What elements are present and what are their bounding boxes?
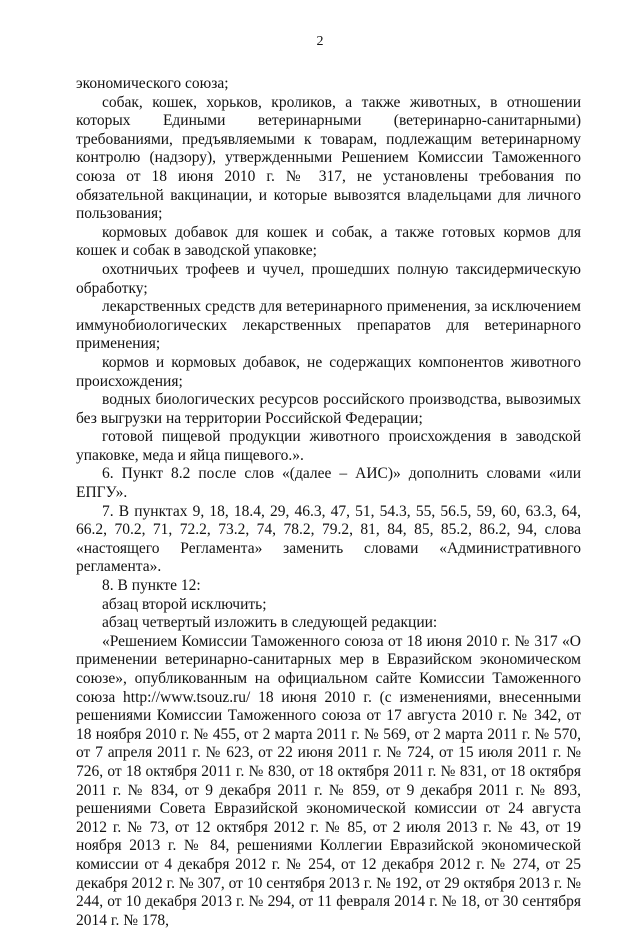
paragraph: 7. В пунктах 9, 18, 18.4, 29, 46.3, 47, 51, 54.3, 55, 56.5, 59, 60, 63.3, 64, 66.2, 70.2, 71, 72.2, 73.2, 74, 78.2, 79.2, 81, 84, 85, 85.2, 86.2, 94, слова «настоящего Регламента» заменить словами «Административного регламента». bbox=[76, 502, 581, 576]
paragraph: 8. В пункте 12: bbox=[102, 577, 201, 595]
paragraph: водных биологических ресурсов российского производства, вывозимых без выгрузки на территории Российской Федерации; bbox=[76, 391, 581, 427]
paragraph: готовой пищевой продукции животного происхождения в заводской упаковке, меда и яйца пищевого.». bbox=[76, 428, 581, 464]
paragraph: собак, кошек, хорьков, кроликов, а также животных, в отношении которых Едиными ветеринарными (ветеринарно-санитарными) требованиями, предъявляемыми к товарам, подлежащим ветеринарному контролю (надзору), утвержденными Решением Комиссии Таможенного союза от 18 июня 2010 г. № 317, не установлены требования по обязательной вакцинации, и которые вывозятся владельцами для личного пользования; bbox=[76, 93, 581, 223]
paragraph: «Решением Комиссии Таможенного союза от 18 июня 2010 г. № 317 «О применении ветеринарно-санитарных мер в Евразийском экономическом союзе», опубликованным на официальном сайте Комиссии Таможенного союза http://www.tsouz.ru/ 18 июня 2010 г. (с изменениями, внесенными решениями Комиссии Таможенного союза от 17 августа 2010 г. № 342, от 18 ноября 2010 г. № 455, от 2 марта 2011 г. № 569, от 2 марта 2011 г. № 570, от 7 апреля 2011 г. № 623, от 22 июня 2011 г. № 724, от 15 июля 2011 г. № 726, от 18 октября 2011 г. № 830, от 18 октября 2011 г. № 831, от 18 октября 2011 г. № 834, от 9 декабря 2011 г. № 859, от 9 декабря 2011 г. № 893, решениями Совета Евразийской экономической комиссии от 24 августа 2012 г. № 73, от 12 октября 2012 г. № 85, от 2 июля 2013 г. № 43, от 19 ноября 2013 г. № 84, решениями Коллегии Евразийской экономической комиссии от 4 декабря 2012 г. № 254, от 12 декабря 2012 г. № 274, от 25 декабря 2012 г. № 307, от 10 сентября 2013 г. № 192, от 29 октября 2013 г. № 244, от 10 декабря 2013 г. № 294, от 11 февраля 2014 г. № 18, от 30 сентября 2014 г. № 178, bbox=[76, 632, 581, 929]
paragraph: лекарственных средств для ветеринарного применения, за исключением иммунобиологических лекарственных препаратов для ветеринарного применения; bbox=[76, 298, 581, 353]
paragraph: 6. Пункт 8.2 после слов «(далее – АИС)» дополнить словами «или ЕПГУ». bbox=[76, 465, 581, 502]
paragraph: абзац четвертый изложить в следующей редакции: bbox=[102, 614, 438, 632]
body-text bbox=[76, 75, 581, 930]
paragraph: охотничьих трофеев и чучел, прошедших полную таксидермическую обработку; bbox=[76, 260, 581, 297]
paragraph: кормов и кормовых добавок, не содержащих компонентов животного происхождения; bbox=[76, 353, 581, 390]
paragraph: экономического союза; bbox=[76, 75, 229, 92]
paragraph: кормовых добавок для кошек и собак, а также готовых кормов для кошек и собак в заводской упаковке; bbox=[76, 223, 581, 260]
paragraph: абзац второй исключить; bbox=[102, 595, 267, 613]
page-number: 2 bbox=[316, 34, 324, 49]
